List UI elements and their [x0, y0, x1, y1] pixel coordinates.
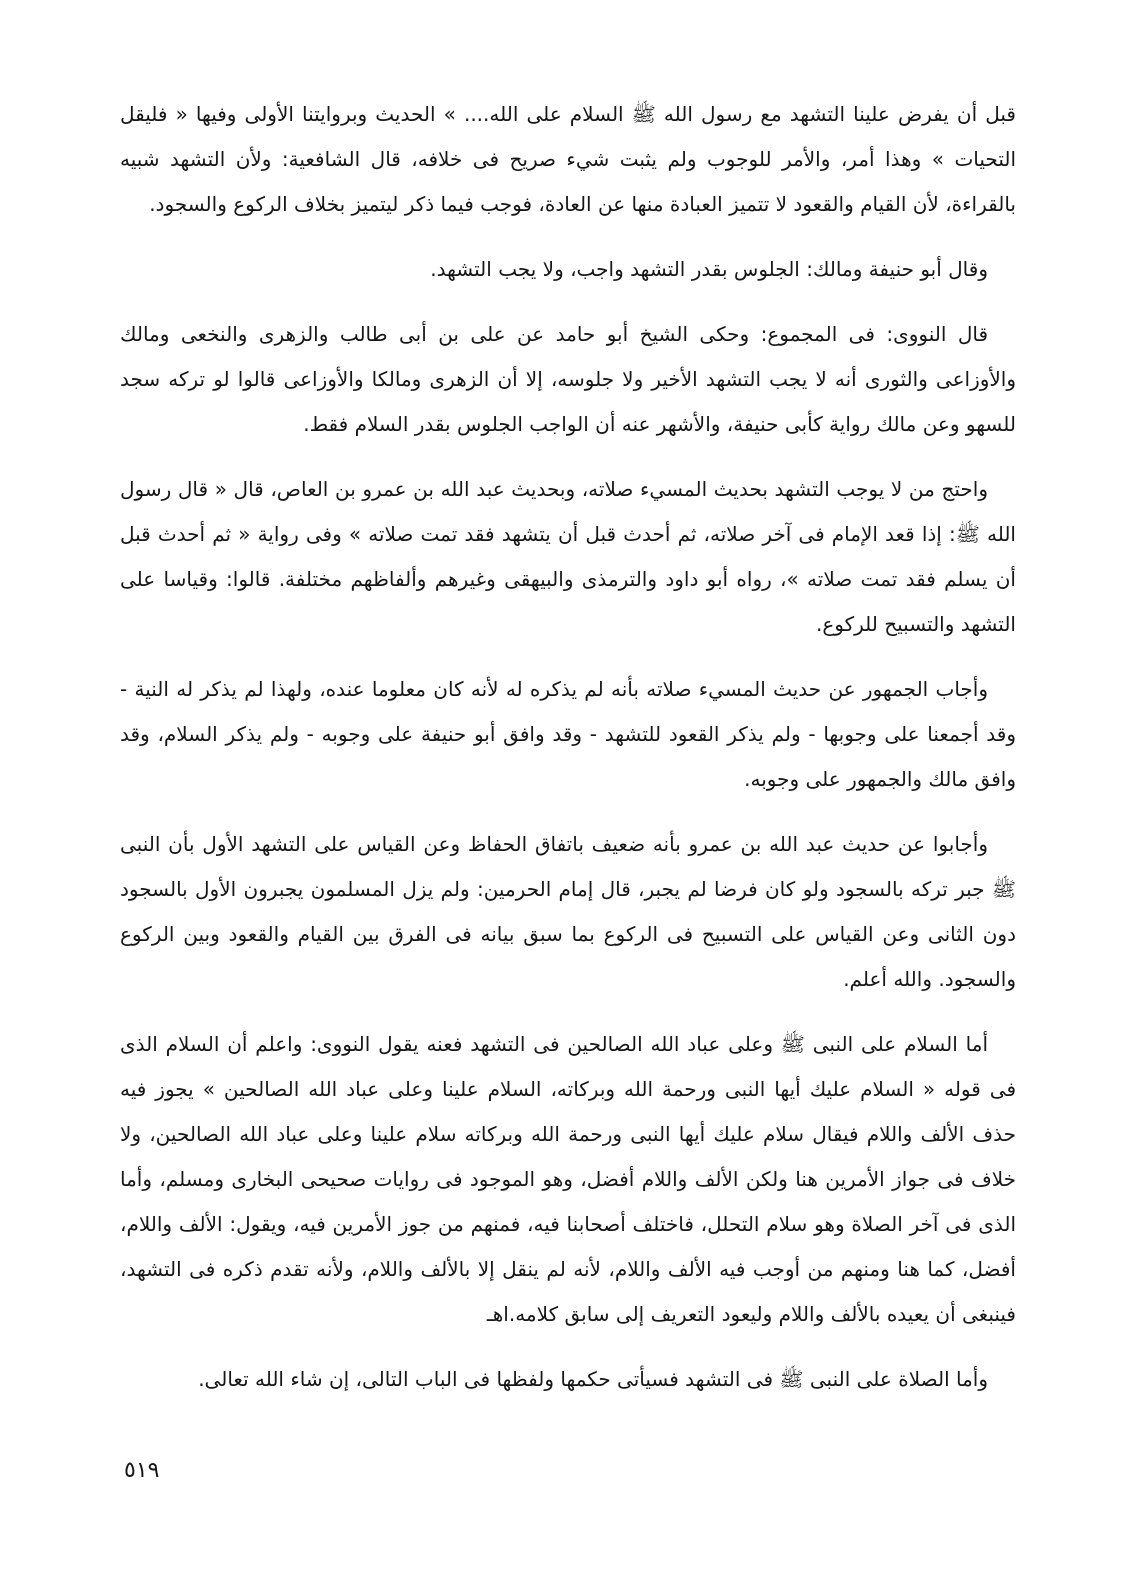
paragraph-3: قال النووى: فى المجموع: وحكى الشيخ أبو حامد عن على بن أبى طالب والزهرى والنخعى ومالك والأوزاعى والثورى أنه لا يجب التشهد الأخير ولا جلوسه، إلا أن الزهرى ومالكا والأوزاعى قالوا لو تركه سجد للسهو وعن مالك رواية كأبى حنيفة، والأشهر عنه أن الواجب الجلوس بقدر السلام فقط.: [120, 322, 1016, 436]
page-number: ٥١٩: [124, 1458, 160, 1483]
paragraph-2: وقال أبو حنيفة ومالك: الجلوس بقدر التشهد واجب، ولا يجب التشهد.: [430, 257, 988, 281]
paragraph-4: واحتج من لا يوجب التشهد بحديث المسيء صلاته، وبحديث عبد الله بن عمرو بن العاص، قال « قال رسول الله ﷺ: إذا قعد الإمام فى آخر صلاته، ثم أحدث قبل أن يتشهد فقد تمت صلاته » وفى رواية « ثم أحدث قبل أن يسلم فقد تمت صلاته »، رواه أبو داود والترمذى والبيهقى وغيرهم وألفاظهم مختلفة. قالوا: وقياسا على التشهد والتسبيح للركوع.: [120, 477, 1016, 636]
paragraph-7: أما السلام على النبى ﷺ وعلى عباد الله الصالحين فى التشهد فعنه يقول النووى: واعلم أن السلام الذى فى قوله « السلام عليك أيها النبى ورحمة الله وبركاته، السلام علينا وعلى عباد الله الصالحين » يجوز فيه حذف الألف واللام فيقال سلام عليك أيها النبى ورحمة الله وبركاته سلام علينا وعلى عباد الله الصالحين، ولا خلاف فى جواز الأمرين هنا ولكن الألف واللام أفضل، وهو الموجود فى روايات صحيحى البخارى ومسلم، وأما الذى فى آخر الصلاة وهو سلام التحلل، فاختلف أصحابنا فيه، فمنهم من جوز الأمرين فيه، ويقول: الألف واللام، أفضل، كما هنا ومنهم من أوجب فيه الألف واللام، لأنه لم ينقل إلا بالألف واللام، ولأنه تقدم ذكره فى التشهد، فينبغى أن يعيده بالألف واللام وليعود التعريف إلى سابق كلامه.اهـ: [120, 1032, 1016, 1326]
paragraph-8: وأما الصلاة على النبى ﷺ فى التشهد فسيأتى حكمها ولفظها فى الباب التالى، إن شاء الله تعالى.: [198, 1367, 988, 1391]
paragraph-1: قبل أن يفرض علينا التشهد مع رسول الله ﷺ السلام على الله.... » الحديث وبروايتنا الأولى وفيها « فليقل التحيات » وهذا أمر، والأمر للوجوب ولم يثبت شيء صريح فى خلافه، قال الشافعية: ولأن التشهد شبيه بالقراءة، لأن القيام والقعود لا تتميز العبادة منها عن العادة، فوجب فيما ذكر ليتميز بخلاف الركوع والسجود.: [120, 102, 1016, 216]
paragraph-5: وأجاب الجمهور عن حديث المسيء صلاته بأنه لم يذكره له لأنه كان معلوما عنده، ولهذا لم يذكر له النية - وقد أجمعنا على وجوبها - ولم يذكر القعود للتشهد - وقد وافق أبو حنيفة على وجوبه - ولم يذكر السلام، وقد وافق مالك والجمهور على وجوبه.: [120, 677, 1016, 791]
main-text: [120, 92, 1016, 1422]
paragraph-6: وأجابوا عن حديث عبد الله بن عمرو بأنه ضعيف باتفاق الحفاظ وعن القياس على التشهد الأول بأن النبى ﷺ جبر تركه بالسجود ولو كان فرضا لم يجبر، قال إمام الحرمين: ولم يزل المسلمون يجبرون الأول بالسجود دون الثانى وعن القياس على التسبيح فى الركوع بما سبق بيانه فى الفرق بين القيام والقعود وبين الركوع والسجود. والله أعلم.: [120, 832, 1016, 991]
